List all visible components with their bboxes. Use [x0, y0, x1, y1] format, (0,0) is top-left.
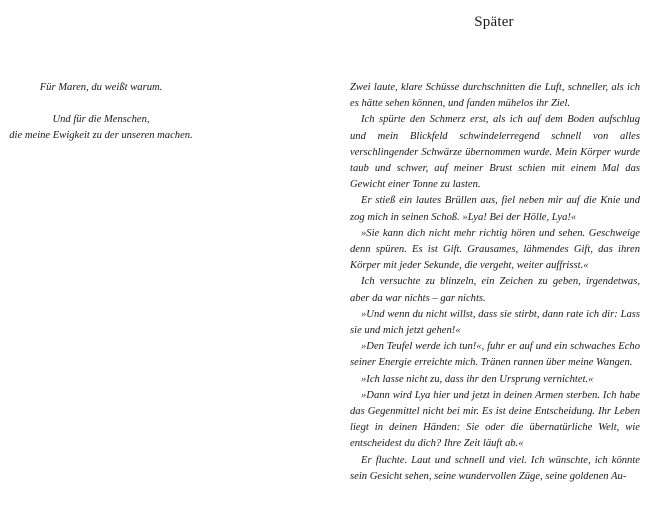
dedication-line-3: die meine Ewigkeit zu der unseren machen.: [9, 130, 193, 142]
left-page: [0, 0, 210, 519]
paragraph: »Und wenn du nicht willst, dass sie stirbt, dann rate ich dir: Lass sie und mich jetzt gehen!«: [350, 308, 640, 337]
dedication-line-2: Und für die Menschen,: [52, 114, 150, 126]
body-text: [350, 80, 640, 485]
paragraph: Er stieß ein lautes Brüllen aus, fiel neben mir auf die Knie und zog mich in seinen Schoß. »Lya! Bei der Hölle, Lya!«: [350, 195, 640, 223]
paragraph: »Den Teufel werde ich tun!«, fuhr er auf und ein schwaches Echo seiner Energie erreichte mich. Tränen rannen über meine Wangen.: [350, 341, 640, 369]
paragraph: Zwei laute, klare Schüsse durchschnitten die Luft, schneller, als ich es hätte sehen können, und fanden mühelos ihr Ziel.: [350, 82, 640, 110]
paragraph: »Ich lasse nicht zu, dass ihr den Ursprung vernichtet.«: [361, 373, 594, 385]
paragraph: Ich versuchte zu blinzeln, ein Zeichen zu geben, irgendetwas, aber da war nichts – gar nichts.: [350, 276, 640, 304]
paragraph: Er fluchte. Laut und schnell und viel. Ich wünschte, ich könnte sein Gesicht sehen, seine wundervollen Züge, seine goldenen Au-: [350, 454, 640, 482]
paragraph: »Sie kann dich nicht mehr richtig hören und sehen. Geschweige denn spüren. Es ist Gift. Grausames, lähmendes Gift, das ihren Körper mit jeder Sekunde, die vergeht, weiter auffrisst.«: [350, 227, 640, 272]
paragraph: Ich spürte den Schmerz erst, als ich auf dem Boden aufschlug und mein Blickfeld schwindelerregend schnell von alles verschlingender Schwärze übernommen wurde. Mein Körper wurde taub und schwer, auf meiner Brust schien mit einem Mal das Gewicht einer Tonne zu lasten.: [350, 114, 640, 191]
chapter-title: Später: [474, 14, 514, 30]
dedication: [0, 80, 202, 145]
dedication-line-1: Für Maren, du weißt warum.: [39, 82, 163, 93]
right-page: [340, 0, 640, 519]
paragraph: »Dann wird Lya hier und jetzt in deinen Armen sterben. Ich habe das Gegenmittel nicht bei mir. Es ist deine Entscheidung. Ihr Leben liegt in deinen Händen: Sie oder die übernatürliche Welt, wie entscheidest du dich? Ihre Zeit läuft ab.«: [350, 389, 640, 450]
